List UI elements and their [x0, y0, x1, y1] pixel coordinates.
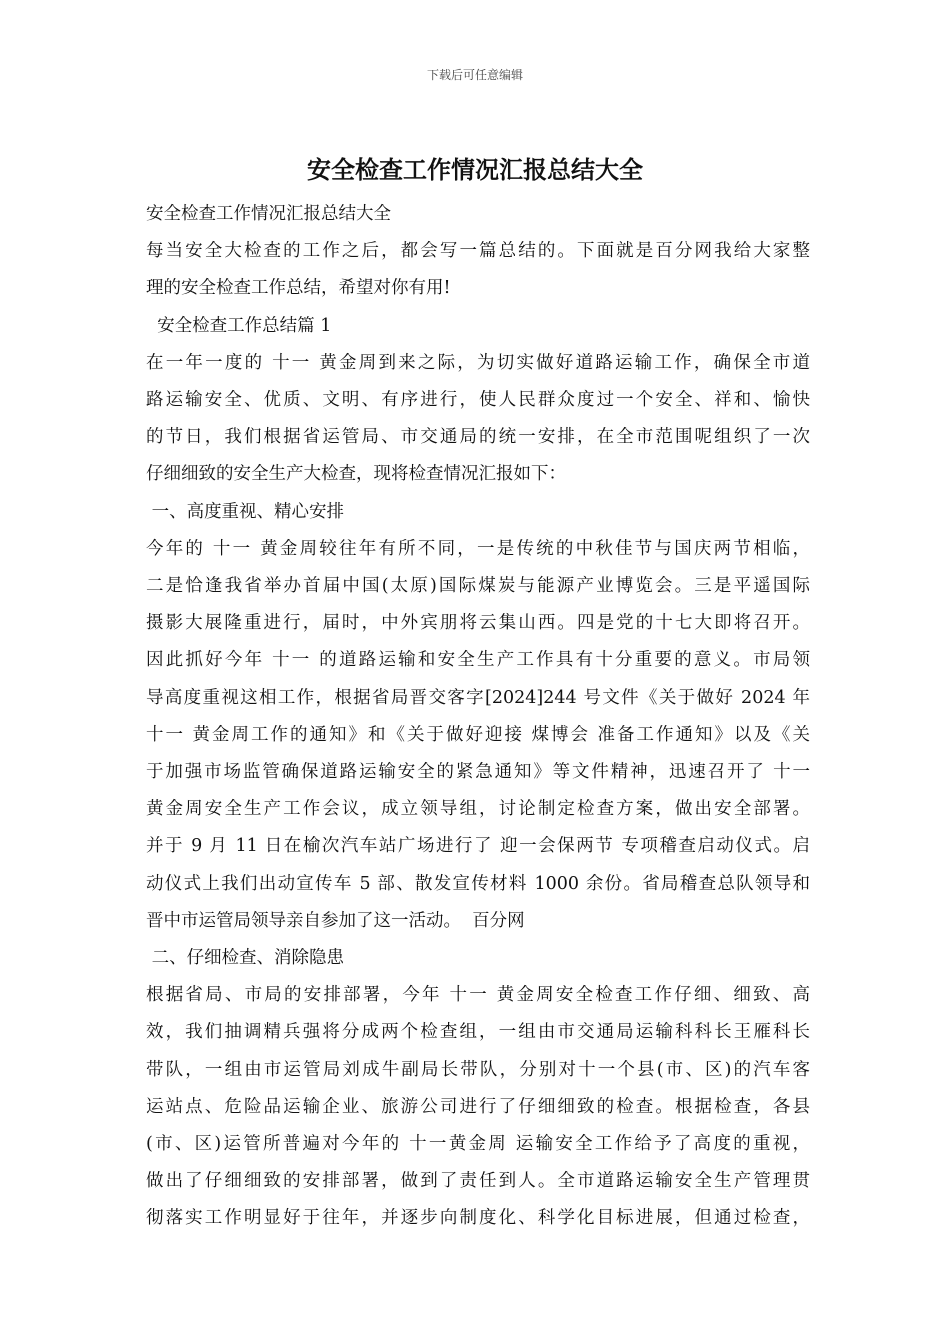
text-line: 十一 黄金周工作的通知》和《关于做好迎接 煤博会 准备工作通知》以及《关 — [146, 724, 810, 745]
document-body — [146, 196, 810, 1238]
text-line: 安全检查工作总结篇 1 — [146, 315, 332, 336]
text-line: 运站点、危险品运输企业、旅游公司进行了仔细细致的检查。根据检查，各县 — [146, 1096, 810, 1117]
text-line: 黄金周安全生产工作会议，成立领导组，讨论制定检查方案，做出安全部署。 — [146, 799, 810, 820]
header-note: 下载后可任意编辑 — [426, 68, 523, 82]
text-line: 仔细细致的安全生产大检查，现将检查情况汇报如下： — [146, 464, 566, 485]
text-line: 导高度重视这相工作，根据省局晋交客字[2024]244 号文件《关于做好 2024 年 — [146, 687, 810, 708]
text-line: 因此抓好今年 十一 的道路运输和安全生产工作具有十分重要的意义。市局领 — [146, 650, 810, 671]
text-line: 的节日，我们根据省运管局、市交通局的统一安排，在全市范围呢组织了一次 — [146, 427, 810, 448]
text-line: 理的安全检查工作总结，希望对你有用! — [146, 278, 451, 299]
text-line: 二、仔细检查、消除隐患 — [146, 948, 345, 969]
text-line: 晋中市运管局领导亲自参加了这一活动。 百分网 — [146, 910, 525, 931]
text-line: 二是恰逢我省举办首届中国(太原)国际煤炭与能源产业博览会。三是平遥国际 — [146, 576, 810, 597]
text-line: (市、区)运管所普遍对今年的 十一黄金周 运输安全工作给予了高度的重视， — [146, 1134, 810, 1155]
text-line: 路运输安全、优质、文明、有序进行，使人民群众度过一个安全、祥和、愉快 — [146, 390, 810, 411]
text-line: 动仪式上我们出动宣传车 5 部、散发宣传材料 1000 余份。省局稽查总队领导和 — [146, 873, 810, 894]
text-line: 摄影大展隆重进行，届时，中外宾朋将云集山西。四是党的十七大即将召开。 — [146, 613, 810, 634]
text-line: 安全检查工作情况汇报总结大全 — [146, 204, 391, 224]
text-line: 带队，一组由市运管局刘成牛副局长带队，分别对十一个县(市、区)的汽车客 — [146, 1059, 810, 1080]
text-line: 彻落实工作明显好于往年，并逐步向制度化、科学化目标进展，但通过检查， — [146, 1208, 810, 1229]
text-line: 效，我们抽调精兵强将分成两个检查组，一组由市交通局运输科科长王雁科长 — [146, 1022, 810, 1043]
text-line: 一、高度重视、精心安排 — [146, 501, 345, 522]
text-line: 根据省局、市局的安排部署，今年 十一 黄金周安全检查工作仔细、细致、高 — [146, 985, 810, 1006]
text-line: 于加强市场监管确保道路运输安全的紧急通知》等文件精神，迅速召开了 十一 — [146, 762, 810, 783]
document-title: 安全检查工作情况汇报总结大全 — [307, 155, 643, 184]
text-line: 做出了仔细细致的安排部署，做到了责任到人。全市道路运输安全生产管理贯 — [146, 1171, 810, 1192]
text-line: 在一年一度的 十一 黄金周到来之际，为切实做好道路运输工作，确保全市道 — [146, 352, 810, 373]
text-line: 每当安全大检查的工作之后，都会写一篇总结的。下面就是百分网我给大家整 — [146, 241, 810, 262]
text-line: 并于 9 月 11 日在榆次汽车站广场进行了 迎一会保两节 专项稽查启动仪式。启 — [146, 836, 810, 857]
text-line: 今年的 十一 黄金周较往年有所不同，一是传统的中秋佳节与国庆两节相临， — [146, 538, 810, 559]
